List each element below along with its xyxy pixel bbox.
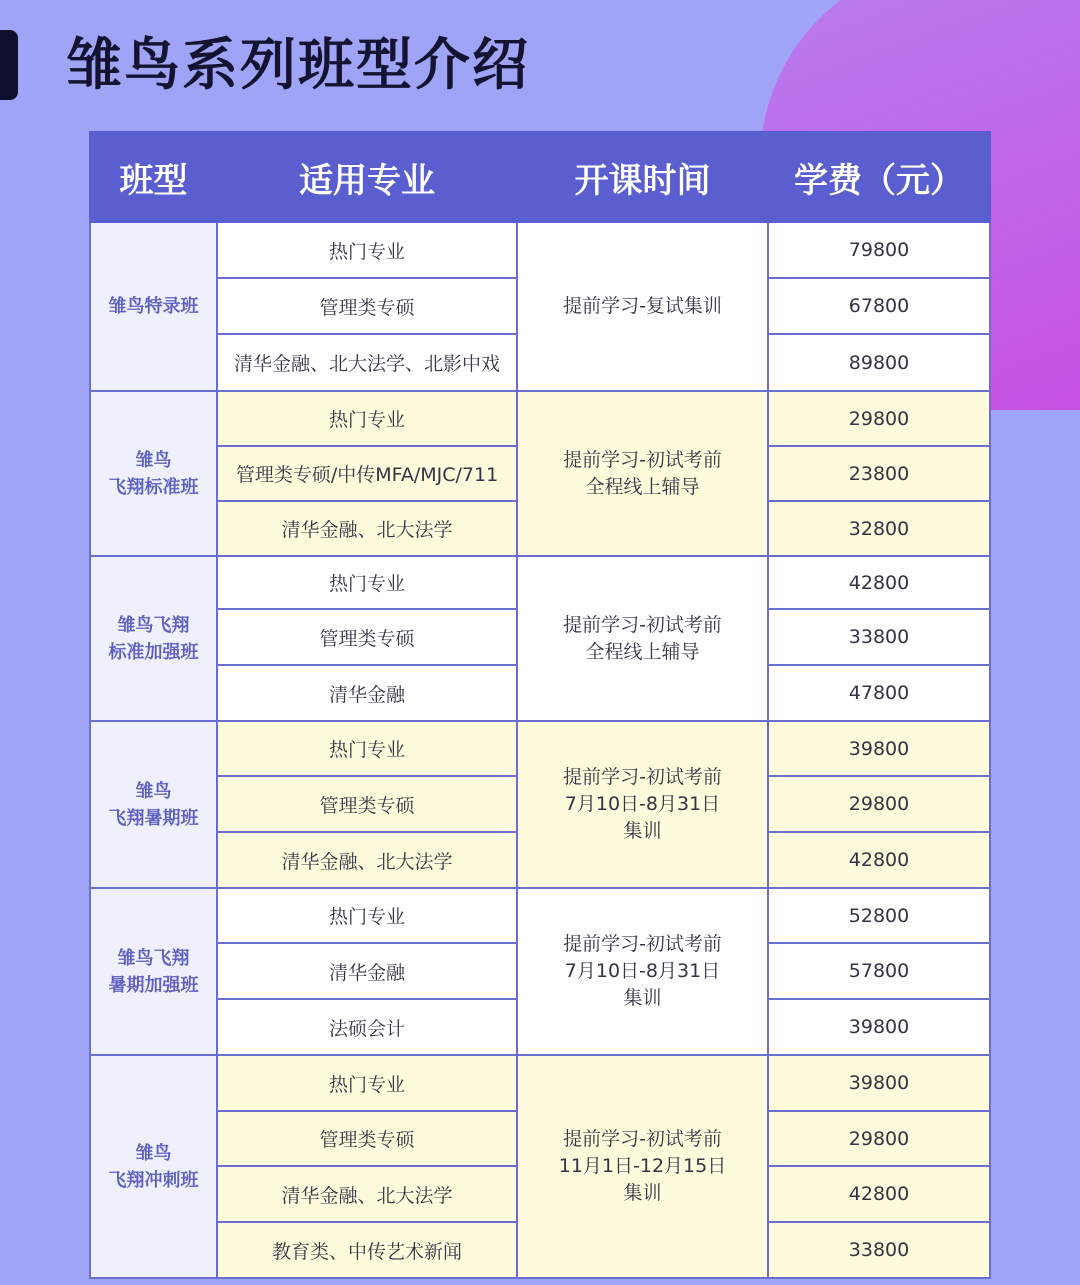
class-name-cell (90, 391, 217, 556)
tuition-cell: 39800 (768, 1055, 990, 1111)
course-time-cell (517, 721, 768, 888)
table-row (90, 1055, 990, 1111)
major-cell: 热门专业 (217, 721, 517, 776)
class-name-cell (90, 888, 217, 1055)
tuition-cell: 42800 (768, 832, 990, 888)
major-cell: 管理类专硕 (217, 1111, 517, 1166)
tuition-cell: 42800 (768, 1166, 990, 1222)
class-name-cell (90, 222, 217, 391)
major-cell: 法硕会计 (217, 999, 517, 1055)
tuition-cell: 33800 (768, 1222, 990, 1278)
course-time-line: 7月10日-8月31日 (564, 960, 721, 982)
table-row (90, 222, 990, 278)
major-cell: 清华金融 (217, 665, 517, 721)
tuition-cell: 29800 (768, 391, 990, 446)
header-tuition: 学费（元） (768, 132, 990, 222)
class-name-line: 飞翔冲刺班 (108, 1169, 199, 1191)
major-cell: 管理类专硕/中传MFA/MJC/711 (217, 446, 517, 501)
major-cell: 热门专业 (217, 391, 517, 446)
course-time-line: 提前学习-初试考前 (563, 448, 722, 471)
page-title: 雏鸟系列班型介绍 (66, 33, 530, 98)
major-cell: 热门专业 (217, 556, 517, 609)
class-name-line: 雏鸟 (135, 1142, 172, 1164)
course-time-cell (517, 1055, 768, 1278)
major-cell: 清华金融、北大法学 (217, 832, 517, 888)
course-time-line: 集训 (623, 1182, 662, 1204)
class-name-line: 雏鸟飞翔 (117, 947, 190, 969)
table-row (90, 556, 990, 609)
tuition-cell: 79800 (768, 222, 990, 278)
course-time-line: 全程线上辅导 (585, 640, 700, 663)
tuition-cell: 52800 (768, 888, 990, 943)
table-row (90, 888, 990, 943)
major-cell: 清华金融 (217, 943, 517, 999)
course-time-cell (517, 888, 768, 1055)
course-time-line: 集训 (623, 987, 662, 1009)
tuition-cell: 39800 (768, 721, 990, 776)
tuition-cell: 89800 (768, 334, 990, 391)
tuition-cell: 32800 (768, 501, 990, 556)
course-time-cell (517, 391, 768, 556)
tuition-cell: 67800 (768, 278, 990, 334)
major-cell: 热门专业 (217, 888, 517, 943)
tuition-cell: 33800 (768, 609, 990, 665)
header-class-type: 班型 (90, 132, 217, 222)
major-cell: 清华金融、北大法学、北影中戏 (217, 334, 517, 391)
course-time-line: 提前学习-初试考前 (563, 1128, 722, 1150)
course-time-line: 提前学习-初试考前 (563, 766, 722, 788)
table-header-row (90, 132, 990, 222)
course-time-line: 11月1日-12月15日 (558, 1155, 727, 1177)
class-name-cell (90, 721, 217, 888)
major-cell: 管理类专硕 (217, 609, 517, 665)
major-cell: 管理类专硕 (217, 278, 517, 334)
class-name-cell (90, 556, 217, 721)
class-name-cell (90, 1055, 217, 1278)
table-row (90, 721, 990, 776)
class-type-table (89, 131, 991, 1279)
major-cell: 教育类、中传艺术新闻 (217, 1222, 517, 1278)
tuition-cell: 42800 (768, 556, 990, 609)
class-name-line: 雏鸟特录班 (108, 296, 199, 317)
class-name-line: 暑期加强班 (108, 974, 199, 996)
tuition-cell: 57800 (768, 943, 990, 999)
course-time-line: 提前学习-初试考前 (563, 933, 722, 955)
class-name-line: 飞翔标准班 (108, 476, 199, 498)
course-time-line: 全程线上辅导 (585, 475, 700, 498)
major-cell: 热门专业 (217, 222, 517, 278)
table-row (90, 391, 990, 446)
tuition-cell: 47800 (768, 665, 990, 721)
header-course-time: 开课时间 (517, 132, 768, 222)
tuition-cell: 23800 (768, 446, 990, 501)
header-major: 适用专业 (217, 132, 517, 222)
title-accent-bar (0, 30, 18, 100)
major-cell: 热门专业 (217, 1055, 517, 1111)
tuition-cell: 29800 (768, 1111, 990, 1166)
course-time-cell (517, 222, 768, 391)
course-time-line: 提前学习-初试考前 (563, 613, 722, 636)
class-name-line: 雏鸟飞翔 (117, 614, 190, 636)
class-name-line: 雏鸟 (135, 780, 172, 802)
course-time-cell (517, 556, 768, 721)
course-time-line: 提前学习-复试集训 (563, 295, 722, 317)
major-cell: 清华金融、北大法学 (217, 1166, 517, 1222)
course-time-line: 7月10日-8月31日 (564, 793, 721, 815)
tuition-cell: 29800 (768, 776, 990, 832)
class-name-line: 飞翔暑期班 (108, 807, 199, 829)
tuition-cell: 39800 (768, 999, 990, 1055)
major-cell: 清华金融、北大法学 (217, 501, 517, 556)
class-name-line: 雏鸟 (135, 449, 172, 471)
major-cell: 管理类专硕 (217, 776, 517, 832)
course-time-line: 集训 (623, 820, 662, 842)
class-name-line: 标准加强班 (108, 641, 199, 663)
